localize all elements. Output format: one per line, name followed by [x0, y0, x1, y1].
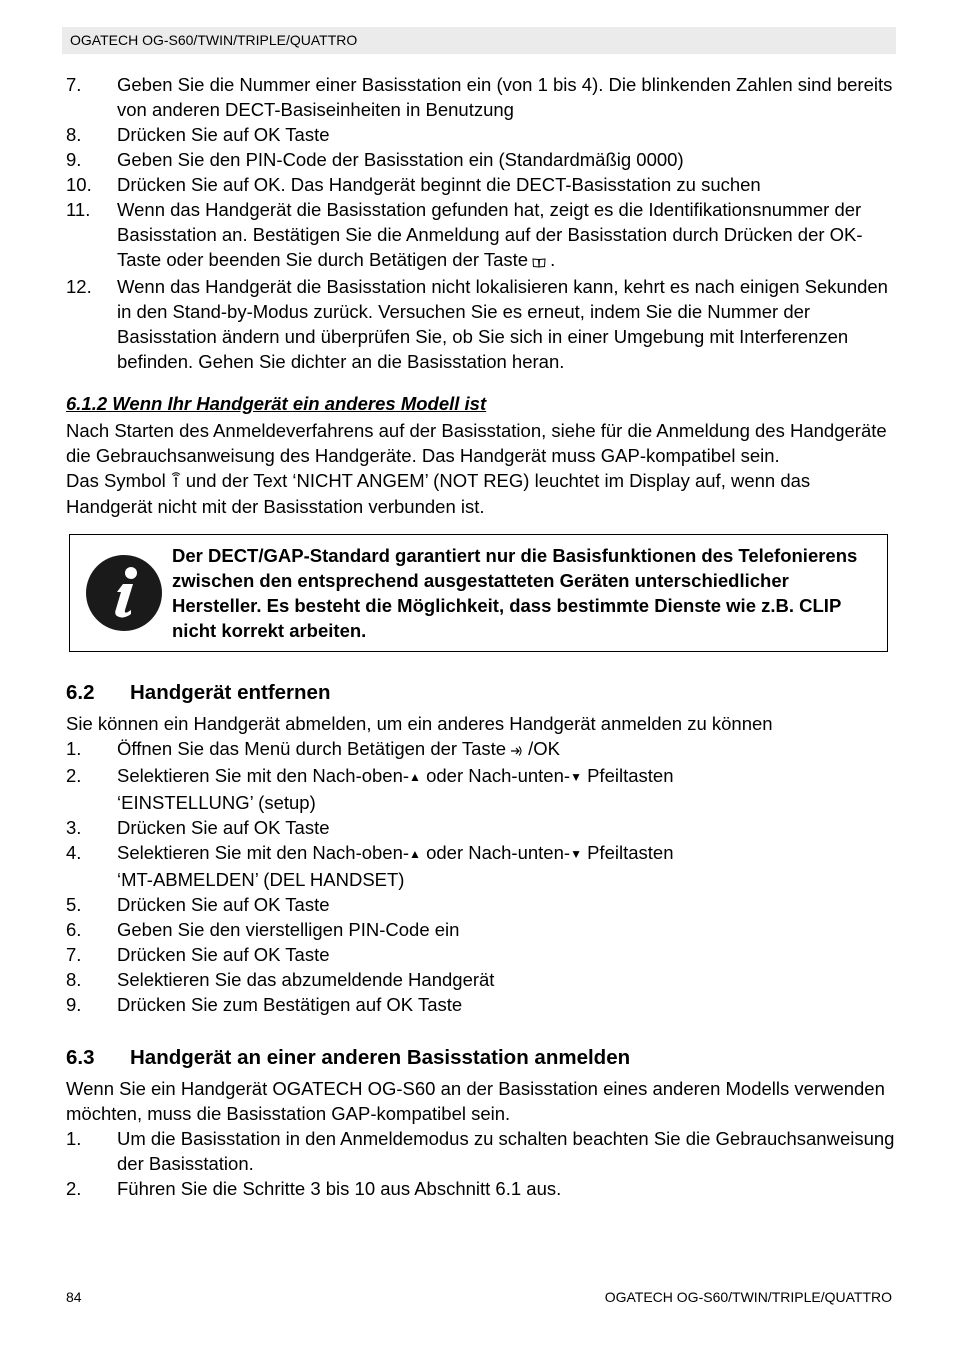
info-icon	[76, 543, 172, 643]
list-item: 8. Selektieren Sie das abzumeldende Handgerät	[66, 968, 495, 990]
list-item: 9. Drücken Sie zum Bestätigen auf OK Taste	[66, 993, 463, 1015]
page-content	[66, 72, 896, 1201]
list-item: 6. Geben Sie den vierstelligen PIN-Code ein	[66, 918, 460, 940]
arrow-up-icon: ▲	[409, 846, 421, 861]
info-box	[69, 534, 888, 652]
paragraph: Sie können ein Handgerät abmelden, um ein anderes Handgerät anmelden zu können	[66, 713, 773, 735]
paragraph: Wenn Sie ein Handgerät OGATECH OG-S60 an der Basisstation eines anderen Modells verwenden möchten, muss die Basisstation GAP-kompatibel sein.	[66, 1077, 885, 1124]
page-header	[62, 27, 896, 54]
list-item: 2. Führen Sie die Schritte 3 bis 10 aus Abschnitt 6.1 aus.	[66, 1177, 562, 1199]
list-item: 1. Um die Basisstation in den Anmeldemodus zu schalten beachten Sie die Gebrauchsanweisung der Basisstation.	[66, 1127, 895, 1174]
book-icon	[532, 249, 546, 274]
arrow-down-icon: ▼	[570, 769, 582, 784]
list-item: 1. Öffnen Sie das Menü durch Betätigen der Taste /OK	[66, 736, 896, 763]
arrow-up-icon: ▲	[409, 769, 421, 784]
list-item: 9. Geben Sie den PIN-Code der Basisstation ein (Standardmäßig 0000)	[66, 149, 684, 170]
page-number: 84	[66, 1289, 82, 1305]
list-item: 8. Drücken Sie auf OK Taste	[66, 124, 330, 145]
paragraph: Das Symbol und der Text ‘NICHT ANGEM’ (NOT REG) leuchtet im Display auf, wenn das Handgerät nicht mit der Basisstation verbunden ist.	[66, 469, 811, 518]
list-item: 10. Drücken Sie auf OK. Das Handgerät beginnt die DECT-Basisstation zu suchen	[66, 174, 761, 195]
list-item: 4. Selektieren Sie mit den Nach-oben-▲ oder Nach-unten-▼ Pfeiltasten ‘MT-ABMELDEN’ (DEL HANDSET)	[66, 841, 674, 890]
footer-title: OGATECH OG-S60/TWIN/TRIPLE/QUATTRO	[604, 1289, 892, 1305]
menu-enter-icon	[510, 738, 524, 763]
list-item: 7. Geben Sie die Nummer einer Basisstation ein (von 1 bis 4). Die blinkenden Zahlen sind bereits von anderen DECT-Basiseinheiten in Benutzung	[66, 74, 893, 120]
list-item: 12. Wenn das Handgerät die Basisstation nicht lokalisieren kann, kehrt es nach einigen Sekunden in den Stand-by-Modus zurück. Versuchen Sie es erneut, indem Sie die Nummer der Basisstation ändern und überprüfen Sie, ob Sie sich in einer Umgebung mit Interferenzen befinden. Gehen Sie dichter an die Basisstation heran.	[66, 275, 888, 372]
list-item: 5. Drücken Sie auf OK Taste	[66, 893, 330, 915]
section-heading: 6.3 Handgerät an einer anderen Basisstation anmelden	[66, 1045, 631, 1069]
arrow-down-icon: ▼	[570, 846, 582, 861]
list-item: 11. Wenn das Handgerät die Basisstation gefunden hat, zeigt es die Identifikationsnummer der Basisstation an. Bestätigen Sie die Anmeldung auf der Basisstation durch Drücken der OK-Taste oder beenden Sie durch Betätigen der Taste .	[66, 197, 896, 274]
list-item: 2. Selektieren Sie mit den Nach-oben-▲ oder Nach-unten-▼ Pfeiltasten ‘EINSTELLUNG’ (setup)	[66, 764, 674, 813]
list-item: 7. Drücken Sie auf OK Taste	[66, 943, 330, 965]
paragraph: Nach Starten des Anmeldeverfahrens auf der Basisstation, siehe für die Anmeldung des Handgeräte die Gebrauchsanweisung des Handgeräte. Das Handgerät muss GAP-kompatibel sein.	[66, 419, 887, 466]
header-title: OGATECH OG-S60/TWIN/TRIPLE/QUATTRO	[70, 32, 358, 48]
section-heading: 6.2 Handgerät entfernen	[66, 681, 331, 705]
info-text: Der DECT/GAP-Standard garantiert nur die Basisfunktionen des Telefonierens zwischen den entsprechend ausgestatteten Geräten unterschiedlicher Hersteller. Es besteht die Möglichkeit, dass bestimmte Dienste wie z.B. CLIP nicht korrekt arbeiten.	[172, 545, 858, 642]
antenna-icon	[170, 469, 182, 494]
list-item: 3. Drücken Sie auf OK Taste	[66, 816, 330, 838]
subsection-title: 6.1.2 Wenn Ihr Handgerät ein anderes Modell ist	[66, 392, 487, 414]
